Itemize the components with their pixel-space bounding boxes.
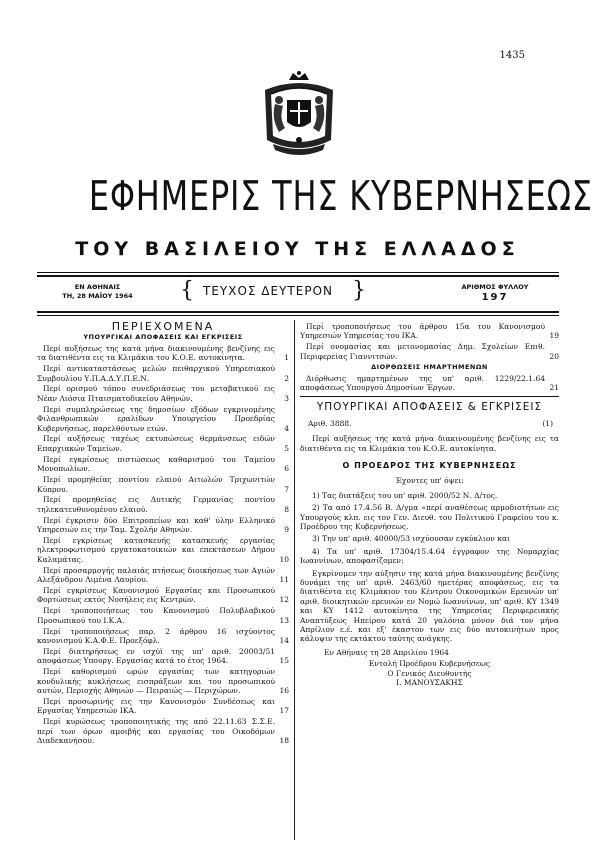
errata-text: Διόρθωσις ημαρτημένων της υπ' αριθ. 1229/22.1.64 αποφάσεως Υπουργού Δημοσίων Έργων.: [300, 373, 545, 392]
toc-entry-page: 1: [284, 353, 289, 363]
toc-entry-page: 4: [284, 423, 289, 433]
toc-entry: [37, 717, 289, 745]
toc-entry-page: 5: [284, 443, 289, 453]
issue-place: ΕΝ ΑΘΗΝΑΙΣ: [74, 283, 121, 291]
toc-entry: [37, 455, 289, 474]
newspaper-title: ΕΦΗΜΕΡΙΣ ΤΗΣ ΚΥΒΕΡΝΗΣΕΩΣ: [88, 172, 593, 220]
clause-item: 3) Την υπ' αριθ. 40000/53 ισχύουσαν εγκύκλιον και: [312, 534, 510, 544]
toc-entry-page: 3: [284, 393, 289, 403]
toc-entry: [37, 697, 289, 716]
toc-entry: [37, 384, 289, 403]
toc-entry: [37, 627, 289, 646]
toc-entry: [37, 647, 289, 666]
sheet-number: 197: [481, 292, 509, 303]
toc-entry-text: Περί αυξήσεως της κατά μήνα διακινουμένης βενζίνης εις τα διατιθέντα εις τα Κλιμάκια του Κ.Ο.Ε. αυτοκίνητα.: [37, 343, 275, 363]
toc-entry: [37, 405, 289, 433]
toc-entry-page: 17: [279, 706, 289, 716]
header-rule-bottom-thick: [37, 311, 559, 313]
toc-entry-page: 16: [279, 686, 289, 696]
brace-left: {: [180, 278, 194, 303]
errata-entry: [300, 374, 559, 393]
toc-entry: [300, 322, 559, 341]
signature-role-2: Ο Γενικός Διευθυντής: [387, 668, 472, 678]
decision-index: (1): [542, 418, 553, 428]
toc-entry-page: 11: [279, 575, 289, 585]
toc-entry-page: 7: [284, 484, 289, 494]
toc-entry-text: Περί καθορισμού ωρών εργασίας των κατηγοριών κονδυλικής κυκλήσεως εισπράξεων και του προσωπικού αυτών, Περιοχής Αθηνών — Πειραιώς — Περιχώρων.: [37, 667, 275, 696]
toc-entry: [37, 495, 289, 514]
toc-entry: [300, 342, 559, 361]
contents-column: [37, 322, 289, 747]
coat-of-arms-emblem: [257, 70, 341, 162]
toc-entry-page: 15: [279, 656, 289, 666]
toc-entry: [37, 475, 289, 494]
decision-body: Εγκρίνομεν την αύξησιν της κατά μήνα διακινουμένης βενζίνης δυνάμει της υπ' αριθ. 2463/60 ημετέρας αποφάσεως, εις τα διατιθέντα εις Κλιμάκιον του Κέντρου Οικονομικών Ερευνών υπ' αριθ. διοικητικών ερευνών εν Νομώ Ιωαννίνων, υπ' αριθ. ΚΥ 1349 και ΚΥ 1412 αυτοκίνητα της Υπηρεσίας Περιφερειακής Αναπτύξεως Ηπείρου κατά 20 γαλόνια μόνον διά τον μήνα Απρίλιον ε.έ. και εξ' έκαστον των εις δύο αυτοκινήτων προς κάλυψιν της εκτάκτου ταύτης ανάγκης.: [300, 568, 559, 644]
toc-entry: [37, 586, 289, 605]
toc-entry: [37, 344, 289, 363]
toc-entry-text: Περί τροποποιήσεως του Κανονισμού Πολυβλαβικού Προσωπικού του Ι.Κ.Α.: [37, 606, 275, 625]
toc-entry-text: Περί ονομασίας και μετονομασίας Δημ. Σχολείων Επιθ. Περιφερείας Γιαννιτσών.: [300, 342, 545, 361]
toc-entry-page: 8: [284, 504, 289, 514]
column-divider: [294, 320, 295, 840]
toc-entry-page: 20: [549, 351, 559, 361]
issue-place-date: [45, 283, 150, 301]
toc-entry-text: Περί προμηθείας εις Δυτικής Γερμανίας ποντίου τηλεκατευθυνομένου ελαιού.: [37, 495, 275, 514]
toc-entry-text: Περί συμπληρώσεως της δημοσίων εξόδων εγκρινομένης Φιλανθρωπικών εραλίδων Υπουργείου Προεδρίας Κυβερνήσεως, παρελθόντων ετών.: [37, 404, 275, 433]
decision-subject: Περί αυξήσεως της κατά μήνα διακινουμένης βενζίνης εις τα διατιθέντα εις τα Κλιμάκια του Κ.Ο.Ε. αυτοκίνητα.: [300, 434, 559, 453]
toc-entry-text: Περί διατηρήσεως εν ισχύϊ της υπ' αριθ. 20003/51 αποφάσεως Υπουργ. Εργασίας κατά το έτος 1964.: [37, 647, 275, 666]
toc-entry: [37, 606, 289, 625]
place-date: Εν Αθήναις τη 28 Απριλίου 1964: [324, 647, 449, 657]
clauses-list: [300, 491, 559, 566]
toc-entry-page: 18: [279, 736, 289, 746]
toc-entry-page: 19: [549, 331, 559, 341]
toc-entry-text: Περί εγκρίσεως Κανονισμού Εργασίας και Προσωπικού Φορτώσεως εκτός Νοσήλεις εις Κεντρών.: [37, 586, 275, 605]
contents-heading: ΠΕΡΙΕΧΟΜΕΝΑ: [111, 320, 215, 333]
header-rule-bottom: [37, 315, 559, 316]
toc-entry-page: 14: [279, 636, 289, 646]
toc-entry-text: Περί έγκρισιν δύο Επιτροπείων και καθ' ύλην Ελληνικό Υπηρεσιών εις την Ταμ. Σχολήν Αθηνών.: [37, 515, 275, 535]
toc-entry: [37, 364, 289, 383]
having-regard: Έχοντες υπ' όψει:: [395, 476, 464, 486]
decisions-heading: ΥΠΟΥΡΓΙΚΑΙ ΑΠΟΦΑΣΕΙΣ & ΕΓΚΡΙΣΕΙΣ: [316, 401, 543, 414]
section-rule-thin: [300, 396, 559, 397]
contents-section-heading: ΥΠΟΥΡΓΙΚΑΙ ΑΠΟΦΑΣΕΙΣ ΚΑΙ ΕΓΚΡΙΣΕΙΣ: [83, 333, 243, 342]
toc-entry-text: Περί τροποποιήσεως του άρθρου 15α του Κανονισμού Υπηρεσιών Υπηρεσίας του ΙΚΑ.: [300, 322, 545, 341]
toc-entry-page: 6: [284, 464, 289, 474]
toc-entry: [37, 667, 289, 695]
header-rule-top-thick: [37, 275, 559, 277]
signature-role-1: Εντολή Προέδρου Κυβερνήσεως: [368, 659, 491, 669]
issue-section: ΤΕΥΧΟΣ ΔΕΥΤΕΡΟΝ: [203, 284, 333, 298]
toc-entry-page: 10: [279, 554, 289, 564]
issuer-heading: Ο ΠΡΟΕΔΡΟΣ ΤΗΣ ΚΥΒΕΡΝΗΣΕΩΣ: [342, 460, 517, 470]
toc-entry-page: 13: [279, 615, 289, 625]
clause-item: 4) Τα υπ' αριθ. 17304/15.4.64 έγγραφον της Νομαρχίας Ιωαννίνων, αποφασίζομεν:: [300, 546, 559, 566]
clause-item: 1) Τας διατάξεις του υπ' αριθ. 2000/52 Ν. Δ/τος.: [312, 490, 498, 500]
toc-entry: [37, 536, 289, 564]
contents-list: [37, 344, 289, 746]
toc-entry-text: Περί τροποποιήσεως παρ. 2 άρθρου 16 ισχύοντος κανονισμού Κ.Α.Φ.Ε. Προεξόφλ.: [37, 626, 275, 646]
brace-right: }: [352, 278, 366, 303]
header-rule-top: [37, 272, 559, 273]
toc-entry-text: Περί εγκρίσεως πιστώσεως καθαρισμού του Ταμείου Μονοπωλίων.: [37, 454, 275, 474]
sheet-label: ΑΡΙΘΜΟΣ ΦΥΛΛΟΥ: [461, 283, 529, 291]
decisions-column: [300, 322, 559, 688]
decision-number-row: [300, 419, 559, 428]
decision-number: Αριθ. 3888.: [308, 418, 352, 428]
toc-entry-text: Περί ορισμού τόπου συνεδριάσεως του μεταβατικού εις Νέαν Λιόσια Πταισματοδικείου Αθηνών.: [37, 384, 275, 403]
toc-entry: [37, 434, 289, 453]
contents-list-continued: [300, 322, 559, 361]
toc-entry-page: 12: [279, 595, 289, 605]
toc-entry: [37, 516, 289, 535]
toc-entry-page: 2: [284, 373, 289, 383]
toc-entry-text: Περί προσαρμογής παλαιάς πτήσεως διοικήσεως των Αγιών Αλεξάνδρου Λιμένα Λαυρίου.: [37, 565, 275, 585]
toc-entry-text: Περί αντικαταστάσεως μελών πειθαρχικού Υπηρεσιακού Συμβουλίου Υ.Π.Α.Δ.Υ.Π.Ε.Ν.: [37, 364, 275, 383]
issue-date: ΤΗ, 28 ΜΑΪΟΥ 1964: [62, 292, 133, 300]
toc-entry-text: Περί εγκρίσεως κατασκευής κατασκευής εργασίας ηλεκτροφωτισμού εργατοκατοικιών και επεκτάσεων Δήμου Καλαμάτας.: [37, 536, 275, 564]
sheet-info: [440, 283, 550, 302]
toc-entry-page: 9: [284, 525, 289, 535]
newspaper-subtitle: ΤΟΥ ΒΑΣΙΛΕΙΟΥ ΤΗΣ ΕΛΛΑΔΟΣ: [75, 238, 520, 260]
toc-entry: [37, 566, 289, 585]
page-number: 1435: [499, 50, 525, 61]
errata-page: 21: [549, 382, 559, 392]
toc-entry-text: Περί προσωρινής εις την Κανονισμόν Συνδέσεως και Εργασίας Υπηρεσιών ΙΚΑ.: [37, 697, 275, 716]
toc-entry-text: Περί αυξήσεως ταχέως εκτυπώσεως θερμάνσεως ειδών Επαρχιακών Ταμείων.: [37, 434, 275, 453]
errata-section-heading: ΔΙΟΡΘΩΣΕΙΣ ΗΜΑΡΤΗΜΕΝΩΝ: [371, 363, 488, 372]
clause-item: 2) Τα από 17.4.56 Β. Δ/γμα «περί αναθέσεως αρμοδιοτήτων εις Υπουργούς κλπ. εις τον Γεν. Διευθ. του Πολιτικού Γραφείου του κ. Προέδρου της Κυβερνήσεως.: [300, 503, 559, 531]
signature-name: Ι. ΜΑΝΟΥΣΑΚΗΣ: [396, 678, 463, 688]
toc-entry-text: Περί κυρώσεως τροποποιητικής της από 22.11.63 Σ.Σ.Ε. περί των όρων αμοιβής και εργασίας του Οικοδόμων Διαδεκανήσου.: [37, 717, 275, 746]
toc-entry-text: Περί προμηθείας ποντίου ελαιού Αιτωλών Τριχωνιτών Κύπρου.: [37, 475, 275, 494]
